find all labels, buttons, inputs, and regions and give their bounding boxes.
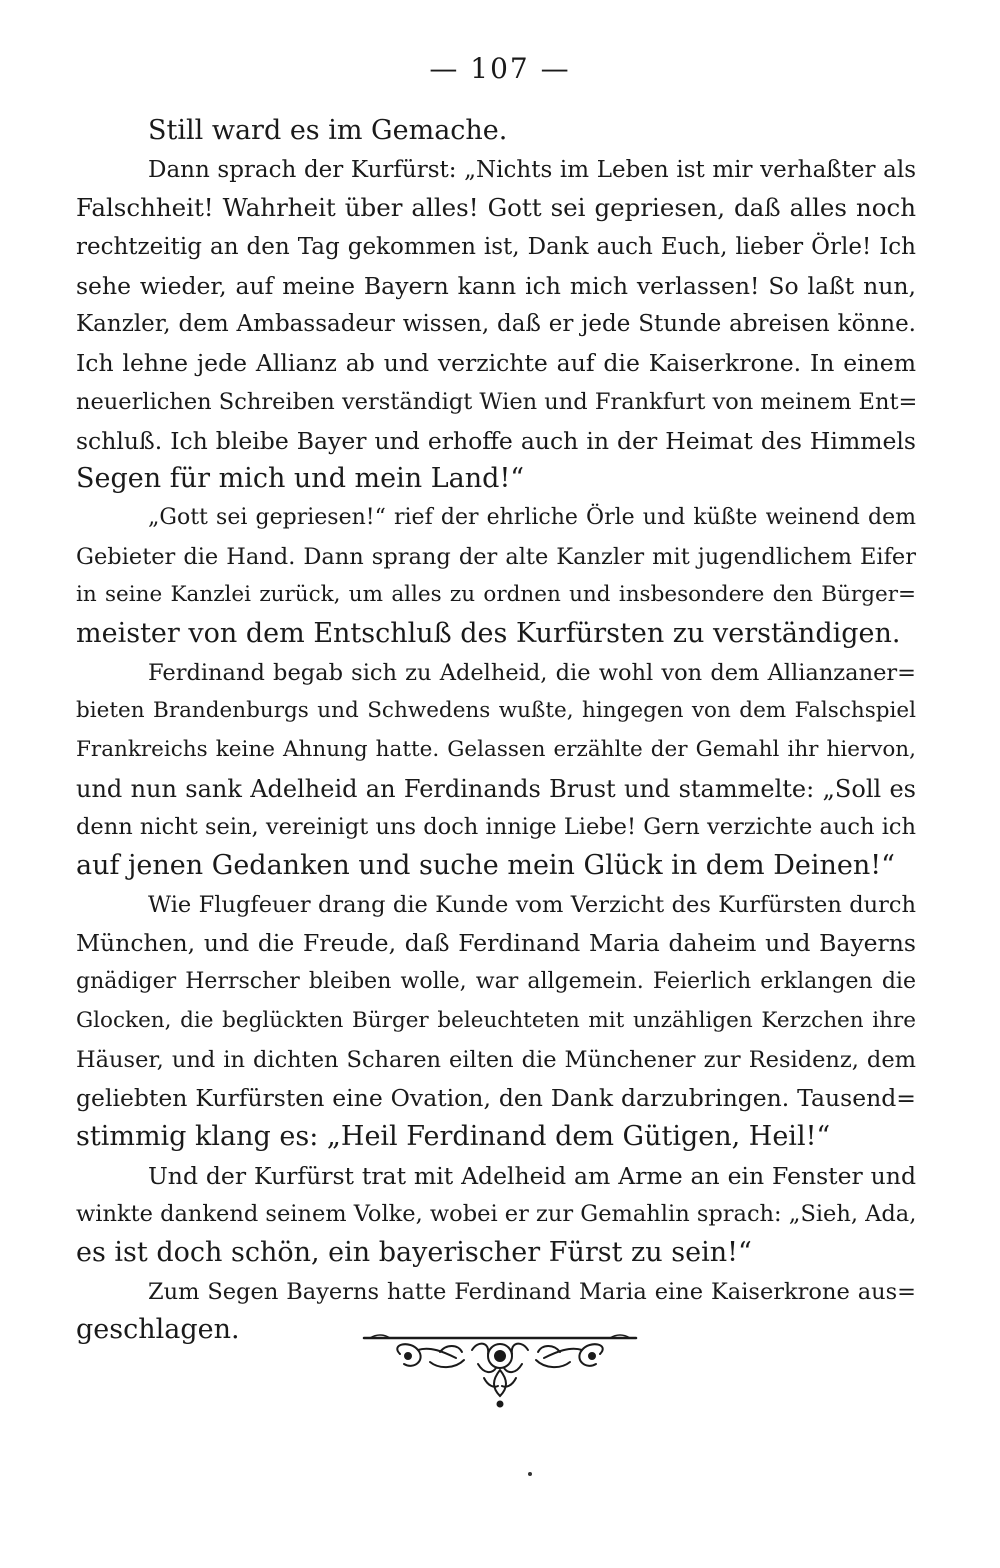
- text-line: rechtzeitig an den Tag gekommen ist, Dank auch Euch, lieber Örle! Ich: [76, 234, 916, 261]
- page-number: — 107 —: [429, 52, 571, 85]
- text-line: Segen für mich und mein Land!“: [76, 463, 525, 495]
- paper-speck: [528, 1472, 532, 1476]
- text-line: es ist doch schön, ein bayerischer Fürst zu sein!“: [76, 1236, 752, 1268]
- text-line: sehe wieder, auf meine Bayern kann ich mich verlassen! So laßt nun,: [76, 271, 916, 300]
- text-line: Häuser, und in dichten Scharen eilten die Münchener zur Residenz, dem: [76, 1046, 916, 1073]
- text-line: stimmig klang es: „Heil Ferdinand dem Gütigen, Heil!“: [76, 1120, 831, 1152]
- text-line: Ich lehne jede Allianz ab und verzichte auf die Kaiserkrone. In einem: [76, 349, 916, 378]
- floral-vignette-icon: [360, 1330, 640, 1410]
- text-line: Wie Flugfeuer drang die Kunde vom Verzicht des Kurfürsten durch: [148, 891, 916, 918]
- text-line: Und der Kurfürst trat mit Adelheid am Arme an ein Fenster und: [148, 1161, 916, 1190]
- text-line: Dann sprach der Kurfürst: „Nichts im Leben ist mir verhaßter als: [148, 156, 916, 183]
- text-line: Frankreichs keine Ahnung hatte. Gelassen erzählte der Gemahl ihr hiervon,: [76, 737, 916, 762]
- text-line: Zum Segen Bayerns hatte Ferdinand Maria eine Kaiserkrone aus=: [148, 1278, 916, 1305]
- text-line: Still ward es im Gemache.: [148, 115, 508, 146]
- text-line: winkte dankend seinem Volke, wobei er zur Gemahlin sprach: „Sieh, Ada,: [76, 1201, 917, 1228]
- body-text: [76, 112, 916, 1350]
- text-line: denn nicht sein, vereinigt uns doch innige Liebe! Gern verzichte auch ich: [76, 814, 916, 841]
- text-line: geschlagen.: [76, 1314, 240, 1346]
- text-line: geliebten Kurfürsten eine Ovation, den Dank darzubringen. Tausend=: [76, 1084, 916, 1113]
- text-line: schluß. Ich bleibe Bayer und erhoffe auch in der Heimat des Himmels: [76, 426, 916, 455]
- text-line: Kanzler, dem Ambassadeur wissen, daß er jede Stunde abreisen könne.: [76, 311, 916, 338]
- text-line: Gebieter die Hand. Dann sprang der alte Kanzler mit jugendlichem Eifer: [76, 543, 916, 570]
- text-line: in seine Kanzlei zurück, um alles zu ordnen und insbesondere den Bürger=: [76, 582, 916, 608]
- text-line: neuerlichen Schreiben verständigt Wien und Frankfurt von meinem Ent=: [76, 388, 918, 415]
- text-line: auf jenen Gedanken und suche mein Glück in dem Deinen!“: [76, 850, 895, 882]
- text-line: Glocken, die beglückten Bürger beleuchteten mit unzähligen Kerzchen ihre: [76, 1007, 916, 1033]
- text-line: Ferdinand begab sich zu Adelheid, die wohl von dem Allianzaner=: [148, 659, 916, 686]
- text-line: meister von dem Entschluß des Kurfürsten zu verständigen.: [76, 617, 901, 649]
- text-line: Falschheit! Wahrheit über alles! Gott sei gepriesen, daß alles noch: [76, 193, 916, 223]
- text-line: München, und die Freude, daß Ferdinand Maria daheim und Bayerns: [76, 929, 916, 958]
- text-line: gnädiger Herrscher bleiben wolle, war allgemein. Feierlich erklangen die: [76, 969, 916, 995]
- text-line: und nun sank Adelheid an Ferdinands Brust und stammelte: „Soll es: [76, 774, 916, 803]
- text-line: bieten Brandenburgs und Schwedens wußte, hingegen von dem Falschspiel: [76, 698, 916, 724]
- text-line: „Gott sei gepriesen!“ rief der ehrliche Örle und küßte weinend dem: [148, 504, 916, 530]
